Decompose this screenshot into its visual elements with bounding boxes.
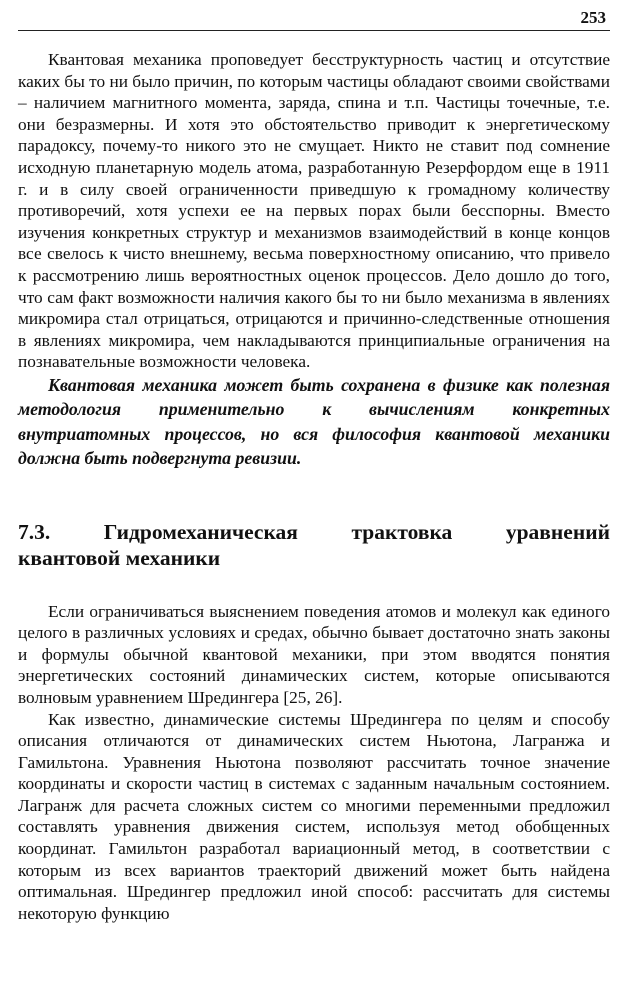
section-title <box>18 519 610 571</box>
section-title-line-2: квантовой механики <box>18 545 221 570</box>
section-title-word-2: трактовка <box>351 519 453 544</box>
page-number: 253 <box>580 8 606 27</box>
section-title-word-1: Гидромеханическая <box>103 519 298 544</box>
page-header <box>18 6 610 31</box>
section-title-line-1 <box>18 519 610 545</box>
paragraph-3: Если ограничиваться выяснением поведения атомов и молекул как единого целого в различных условиях и средах, обычно бывает достаточно знать законы и формулы обычной квантовой механики, при этом вводятся понятия энергетических состояний динамических систем, которые описываются волновым уравнением Шредингера [25, 26]. <box>18 601 610 707</box>
section-title-word-3: уравнений <box>505 519 610 544</box>
book-page <box>18 6 610 924</box>
paragraph-1: Квантовая механика проповедует бесструктурность частиц и отсутствие каких бы то ни было причин, по которым частицы обладают своими свойствами – наличием магнитного момента, заряда, спина и т.п. Частицы точечные, т.е. они безразмерны. И хотя это обстоятельство приводит к энергетическому парадоксу, почему-то никого это не смущает. Никто не ставит под сомнение исходную планетарную модель атома, разработанную Резерфордом еще в 1911 г. и в силу своей ограниченности приведшую к громадному количеству противоречий, хотя успехи ее на первых порах были бесспорны. Вместо изучения конкретных структур и механизмов взаимодействий в конце концов все свелось к чисто внешнему, весьма поверхностному описанию, что привело к рассмотрению лишь вероятностных оценок процессов. Дело дошло до того, что сам факт возможности наличия какого бы то ни было механизма в явлениях микромира стал отрицаться, отрицаются и причинно-следственные отношения в явлениях микромира, чем накладываются принципиальные ограничения на познавательные возможности человека. <box>18 50 610 372</box>
emphasized-paragraph: Квантовая механика может быть сохранена в физике как полезная методология применительно к вычислениям конкретных внутриатомных процессов, но вся философия квантовой механики должна быть подвергнута ревизии. <box>18 374 610 469</box>
paragraph-4: Как известно, динамические системы Шредингера по целям и способу описания отличаются от динамических систем Ньютона, Лагранжа и Гамильтона. Уравнения Ньютона позволяют рассчитать точное значение координаты и скорости частиц в системах с заданным начальным состоянием. Лагранж для расчета сложных систем со многими переменными предложил составлять уравнения движения систем, используя метод обобщенных координат. Гамильтон разработал вариационный метод, в соответствии с которым из всех вариантов траекторий движений может быть найдена оптимальная. Шредингер предложил иной способ: рассчитать для системы некоторую функцию <box>18 709 610 923</box>
section-number: 7.3. <box>18 519 51 544</box>
